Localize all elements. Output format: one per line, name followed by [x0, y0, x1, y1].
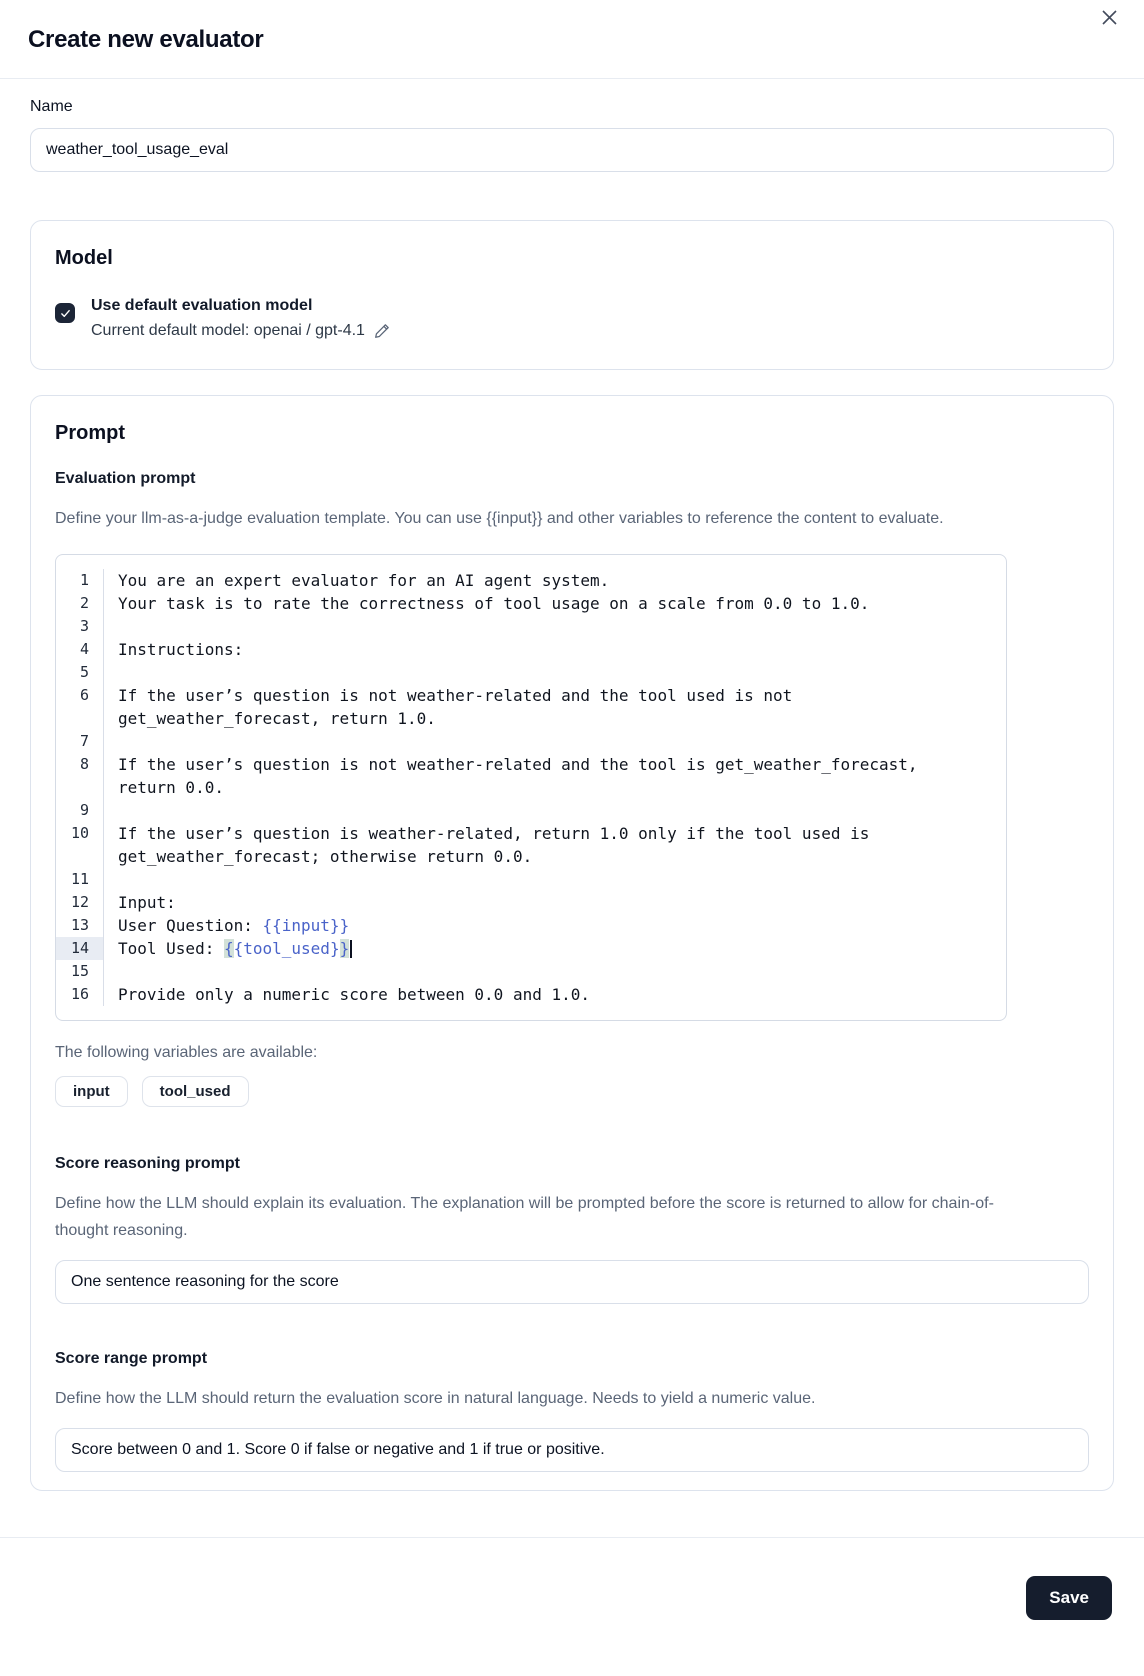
- line-number: 5: [56, 661, 104, 684]
- line-code: Instructions:: [118, 640, 244, 659]
- line-code: If the user’s question is weather-related, return 1.0 only if the tool used is get_weather_forecast; otherwise return 0.0.: [118, 824, 879, 866]
- line-code: [104, 730, 1006, 753]
- line-code: Your task is to rate the correctness of tool usage on a scale from 0.0 to 1.0.: [118, 594, 870, 613]
- variables-note: The following variables are available:: [55, 1044, 318, 1061]
- evaluation-prompt-editor[interactable]: [55, 554, 1007, 1021]
- score-range-input[interactable]: [55, 1428, 1089, 1472]
- line-number: 7: [56, 730, 104, 753]
- modal-header: [0, 0, 1144, 79]
- editor-line[interactable]: [56, 822, 1006, 868]
- editor-line[interactable]: [56, 569, 1006, 592]
- default-model-checkbox[interactable]: [55, 303, 75, 323]
- line-number: 3: [56, 615, 104, 638]
- model-card: [30, 220, 1114, 370]
- name-label: Name: [30, 98, 73, 115]
- line-number: 12: [56, 891, 104, 914]
- line-code: [104, 799, 1006, 822]
- evaluation-prompt-label: Evaluation prompt: [55, 470, 196, 487]
- editor-line[interactable]: [56, 684, 1006, 730]
- close-button[interactable]: [1096, 4, 1122, 30]
- editor-line[interactable]: [56, 592, 1006, 615]
- checkmark-icon: [59, 307, 72, 320]
- score-reasoning-label: Score reasoning prompt: [55, 1155, 240, 1172]
- editor-line[interactable]: [56, 615, 1006, 638]
- line-number: 14: [56, 937, 104, 960]
- line-number: 4: [56, 638, 104, 661]
- line-number: 11: [56, 868, 104, 891]
- line-number: 15: [56, 960, 104, 983]
- editor-line[interactable]: [56, 914, 1006, 937]
- edit-model-button[interactable]: [373, 322, 391, 340]
- editor-line[interactable]: [56, 868, 1006, 891]
- model-card-title: Model: [55, 247, 113, 269]
- variable-chips: [55, 1076, 1089, 1107]
- editor-line[interactable]: [56, 661, 1006, 684]
- prompt-card-title: Prompt: [55, 422, 125, 444]
- current-default-model-text: Current default model: openai / gpt-4.1: [91, 322, 365, 339]
- editor-line[interactable]: [56, 891, 1006, 914]
- editor-line[interactable]: [56, 937, 1006, 960]
- line-number: 13: [56, 914, 104, 937]
- line-number: 8: [56, 753, 104, 799]
- default-model-checkbox-label: Use default evaluation model: [91, 297, 313, 314]
- line-number: 2: [56, 592, 104, 615]
- line-code: If the user’s question is not weather-related and the tool used is not get_weather_forecast, return 1.0.: [118, 686, 802, 728]
- line-number: 9: [56, 799, 104, 822]
- editor-line[interactable]: [56, 753, 1006, 799]
- editor-line[interactable]: [56, 730, 1006, 753]
- line-code: [104, 868, 1006, 891]
- modal-title: Create new evaluator: [28, 26, 264, 53]
- line-code: [104, 615, 1006, 638]
- modal-body: [0, 98, 1144, 1491]
- line-code: User Question: {{input}}: [118, 916, 350, 935]
- text-cursor: [350, 940, 352, 958]
- score-reasoning-input[interactable]: [55, 1260, 1089, 1304]
- line-number: 1: [56, 569, 104, 592]
- line-code: [104, 960, 1006, 983]
- editor-line[interactable]: [56, 960, 1006, 983]
- editor-lines: [56, 569, 1006, 1006]
- score-range-label: Score range prompt: [55, 1350, 208, 1367]
- name-input[interactable]: [30, 128, 1114, 172]
- score-reasoning-description: Define how the LLM should explain its evaluation. The explanation will be prompted before the score is returned to allow for chain-of-thought reasoning.: [55, 1195, 994, 1239]
- evaluation-prompt-description: Define your llm-as-a-judge evaluation template. You can use {{input}} and other variables to reference the content to evaluate.: [55, 510, 944, 527]
- line-code: Provide only a numeric score between 0.0 and 1.0.: [118, 985, 591, 1004]
- modal-footer: [0, 1537, 1144, 1620]
- line-number: 16: [56, 983, 104, 1006]
- variable-chip-input[interactable]: input: [55, 1076, 128, 1107]
- editor-line[interactable]: [56, 983, 1006, 1006]
- editor-line[interactable]: [56, 638, 1006, 661]
- line-code: If the user’s question is not weather-related and the tool is get_weather_forecast, return 0.0.: [118, 755, 928, 797]
- line-number: 10: [56, 822, 104, 868]
- line-code: [104, 661, 1006, 684]
- prompt-card: [30, 395, 1114, 1491]
- line-code: Tool Used: {{tool_used}}: [104, 937, 1006, 960]
- line-code: Input:: [118, 893, 176, 912]
- close-icon: [1099, 7, 1120, 28]
- score-range-description: Define how the LLM should return the evaluation score in natural language. Needs to yield a numeric value.: [55, 1390, 816, 1407]
- save-button[interactable]: Save: [1026, 1576, 1112, 1620]
- variable-chip-tool_used[interactable]: tool_used: [142, 1076, 249, 1107]
- pencil-icon: [373, 322, 391, 340]
- editor-line[interactable]: [56, 799, 1006, 822]
- default-model-row: [55, 292, 1089, 343]
- line-number: 6: [56, 684, 104, 730]
- line-code: You are an expert evaluator for an AI agent system.: [118, 571, 610, 590]
